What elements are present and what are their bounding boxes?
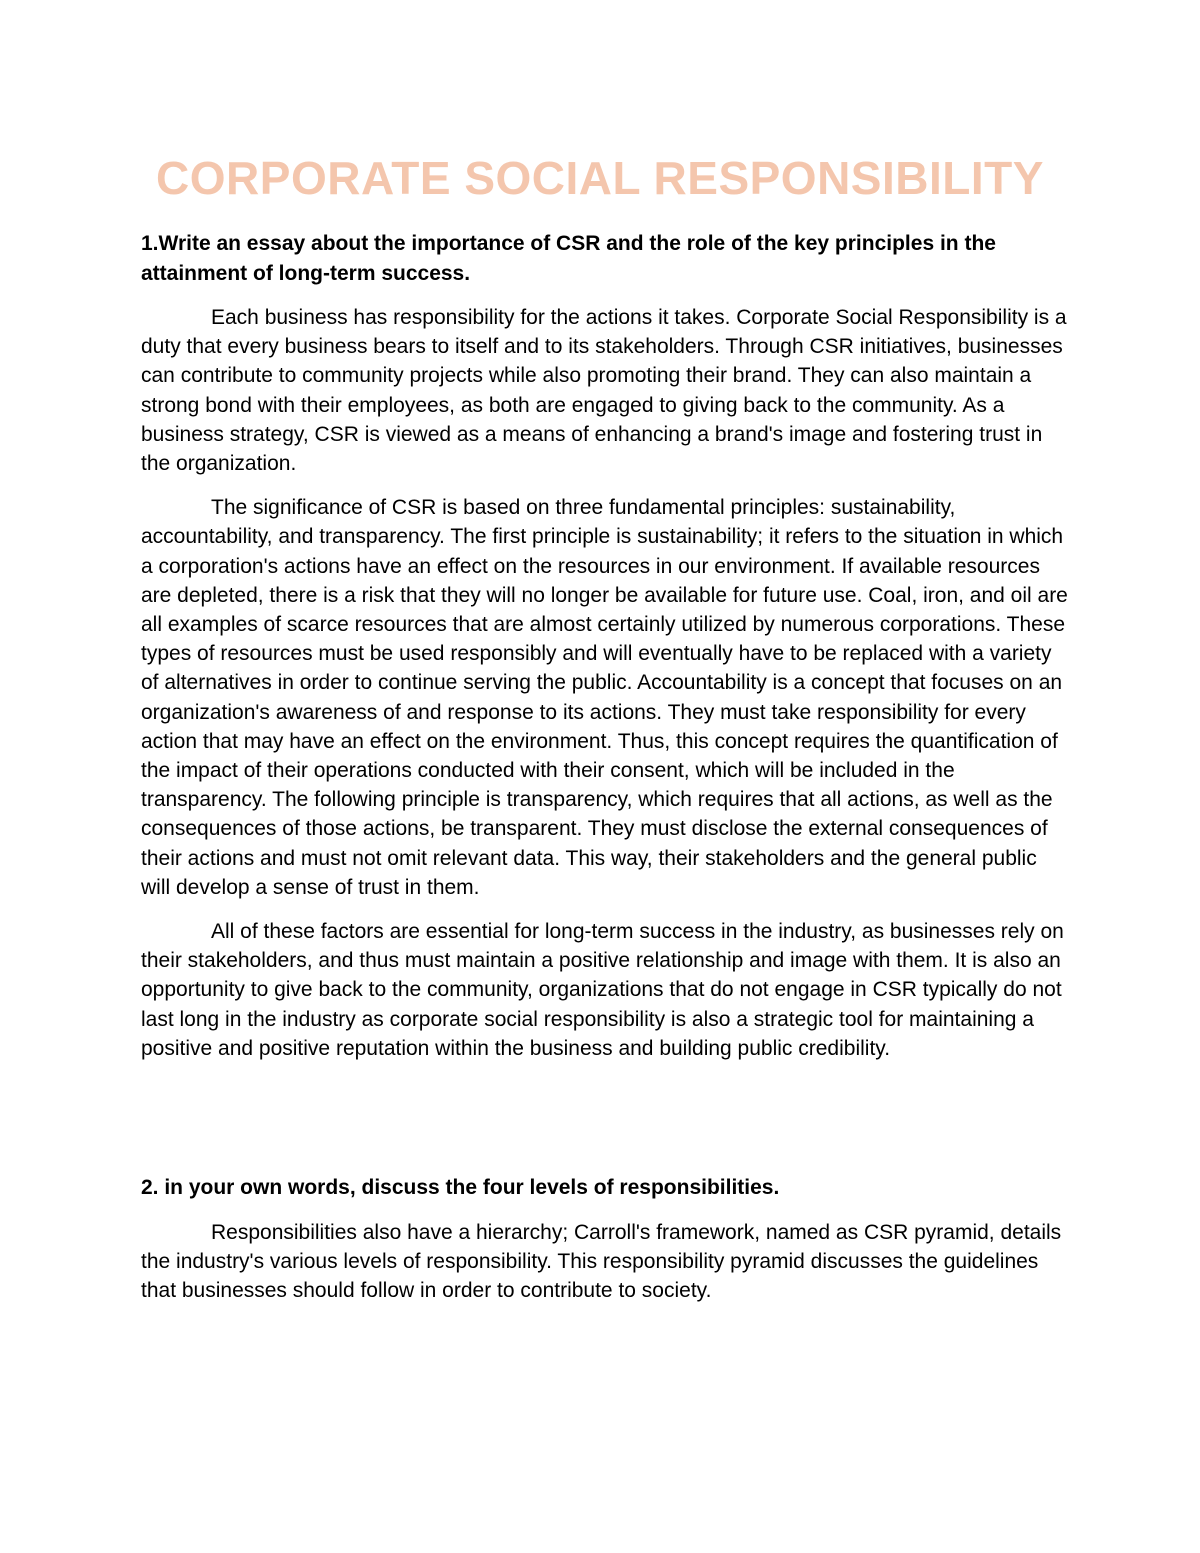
question-1-paragraph-3: All of these factors are essential for long-term success in the industry, as businesses rely on their stakeholders, and thus must maintain a positive relationship and image with them. It is also an opportunity to give back to the community, organizations that do not engage in CSR typically do not last long in the industry as corporate social responsibility is also a strategic tool for maintaining a positive and positive reputation within the business and building public credibility.	[141, 920, 1064, 1060]
document-body	[141, 229, 1071, 1320]
question-2-heading: 2. in your own words, discuss the four levels of responsibilities.	[141, 1176, 780, 1200]
question-1-paragraph-2: The significance of CSR is based on three fundamental principles: sustainability, accountability, and transparency. The first principle is sustainability; it refers to the situation in which a corporation's actions have an effect on the resources in our environment. If available resources are depleted, there is a risk that they will no longer be available for future use. Coal, iron, and oil are all examples of scarce resources that are almost certainly utilized by numerous corporations. These types of resources must be used responsibly and will eventually have to be replaced with a variety of alternatives in order to continue serving the public. Accountability is a concept that focuses on an organization's awareness of and response to its actions. They must take responsibility for every action that may have an effect on the environment. Thus, this concept requires the quantification of the impact of their operations conducted with their consent, which will be included in the transparency. The following principle is transparency, which requires that all actions, as well as the consequences of those actions, be transparent. They must disclose the external consequences of their actions and must not omit relevant data. This way, their stakeholders and the general public will develop a sense of trust in them.	[141, 496, 1068, 899]
section-spacer	[141, 1078, 1071, 1173]
document-title: CORPORATE SOCIAL RESPONSIBILITY	[156, 152, 1044, 204]
question-1-paragraph-1: Each business has responsibility for the actions it takes. Corporate Social Responsibility is a duty that every business bears to itself and to its stakeholders. Through CSR initiatives, businesses can contribute to community projects while also promoting their brand. They can also maintain a strong bond with their employees, as both are engaged to giving back to the community. As a business strategy, CSR is viewed as a means of enhancing a brand's image and fostering trust in the organization.	[141, 306, 1067, 476]
question-2-paragraph-1: Responsibilities also have a hierarchy; Carroll's framework, named as CSR pyramid, details the industry's various levels of responsibility. This responsibility pyramid discusses the guidelines that businesses should follow in order to contribute to society.	[141, 1220, 1062, 1302]
question-1-heading: 1.Write an essay about the importance of CSR and the role of the key principles in the attainment of long-term success.	[141, 232, 996, 285]
